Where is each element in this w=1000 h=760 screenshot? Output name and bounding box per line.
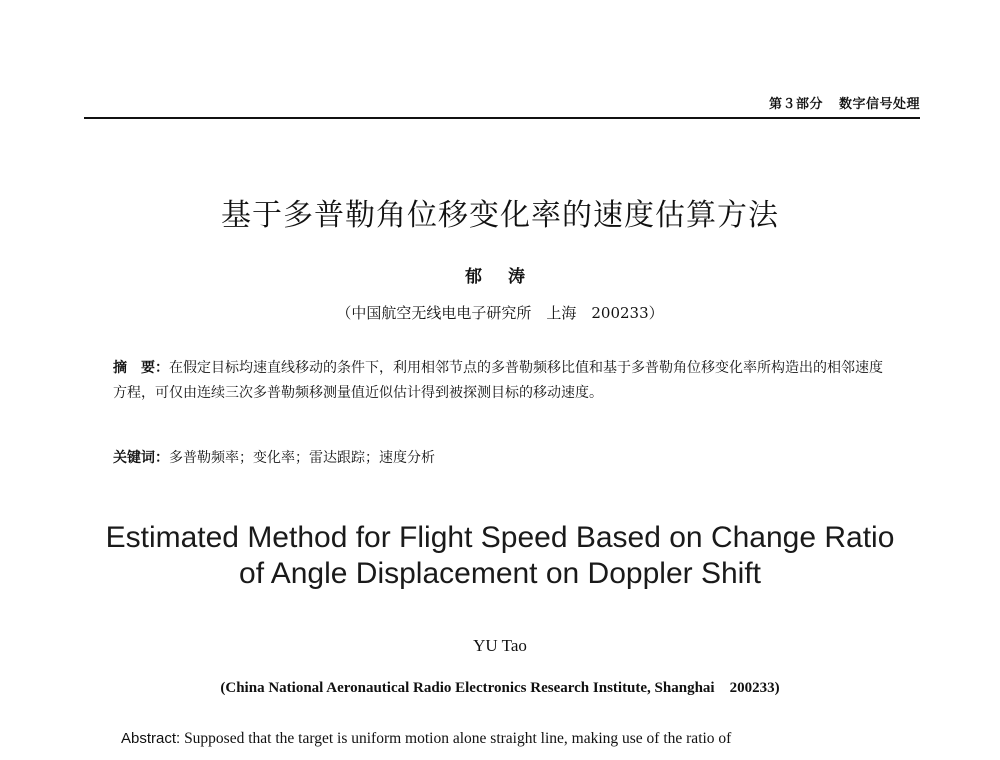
english-author: YU Tao [473,636,527,655]
chinese-title: 基于多普勒角位移变化率的速度估算方法 [221,198,779,233]
running-header-section: 第３部分 [768,97,823,112]
chinese-keywords-label: 关键词： [113,450,169,466]
running-header [769,93,920,112]
chinese-affiliation: （中国航空无线电电子研究所 上海 200233） [336,304,664,322]
chinese-keywords-text: 多普勒频率；变化率；雷达跟踪；速度分析 [169,450,435,466]
english-affiliation: (China National Aeronautical Radio Electronics Research Institute, Shanghai 200233) [220,680,780,696]
english-abstract-text: Supposed that the target is uniform motion alone straight line, making use of the ratio of [180,730,732,747]
english-title [0,520,1000,592]
chinese-abstract [113,356,883,406]
english-title-line-1: Estimated Method for Flight Speed Based on Change Ratio [105,521,895,554]
chinese-abstract-text: 在假定目标均速直线移动的条件下，利用相邻节点的多普勒频移比值和基于多普勒角位移变化率所构造出的相邻速度方程，可仅由连续三次多普勒频移测量值近似估计得到被探测目标的移动速度。 [113,360,883,401]
chinese-abstract-label: 摘 要： [113,360,169,376]
running-header-topic: 数字信号处理 [838,97,920,112]
english-title-line-2: of Angle Displacement on Doppler Shift [239,557,761,590]
english-abstract-label: Abstract: [121,730,181,747]
english-abstract [121,730,731,748]
chinese-keywords [113,447,435,467]
header-rule [84,117,920,119]
chinese-author: 郁 涛 [465,267,535,287]
